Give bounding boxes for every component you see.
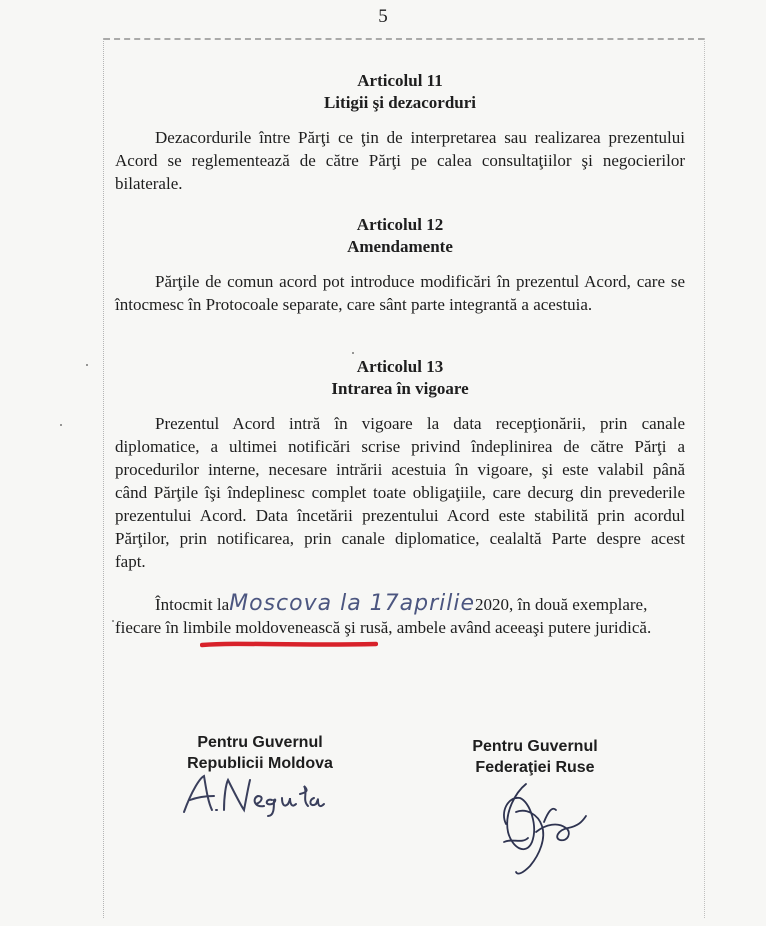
article-13-line: când Părţile îşi îndeplinesc complet toate obligaţiile, care decurg din prevederile xyxy=(115,483,685,502)
handwritten-place-date: Moscova la 17aprilie xyxy=(229,591,476,616)
scan-speck xyxy=(112,620,114,622)
closing-paragraph xyxy=(115,592,685,639)
article-11-number: Articolul 11 xyxy=(357,71,443,90)
article-11-title: Litigii şi dezacorduri xyxy=(323,93,477,112)
article-12-heading xyxy=(120,214,680,258)
article-12-number: Articolul 12 xyxy=(356,215,444,234)
scan-speck xyxy=(352,352,354,354)
signatory-right-line1: Pentru Guvernul xyxy=(472,738,598,755)
signatory-right-line2: Federaţiei Ruse xyxy=(475,759,595,776)
page-border-right xyxy=(704,38,705,918)
closing-line-1 xyxy=(115,592,685,616)
signature-right-handwriting xyxy=(486,772,596,882)
page-border-top xyxy=(104,38,704,40)
article-13-line: prezentului Acord. Data încetării prezentului Acord este stabilită prin acordul xyxy=(115,506,685,525)
closing-prefix: Întocmit la xyxy=(155,595,230,614)
article-11-line: bilaterale. xyxy=(115,174,183,193)
scan-speck xyxy=(86,364,88,366)
article-13-line: Prezentul Acord intră în vigoare la data recepţionării, prin canale xyxy=(155,414,685,433)
page-border-left xyxy=(103,38,104,918)
article-13-title: Intrarea în vigoare xyxy=(331,379,469,398)
article-12-line: întocmesc în Protocoale separate, care sânt parte integrantă a acestuia. xyxy=(115,295,593,314)
signatory-left-line1: Pentru Guvernul xyxy=(197,734,323,751)
article-11-heading xyxy=(120,70,680,114)
signature-left-handwriting xyxy=(178,770,358,820)
article-13-line: fapt. xyxy=(115,552,146,571)
red-underline-mark xyxy=(200,640,378,648)
signatory-left xyxy=(170,732,350,774)
closing-line-2: fiecare în limbile moldovenească şi rusă, ambele având aceeaşi putere juridică. xyxy=(115,618,652,637)
article-11-body xyxy=(115,126,685,195)
article-12-body xyxy=(115,270,685,316)
signatory-left-line2: Republicii Moldova xyxy=(187,755,333,772)
scan-speck xyxy=(60,424,62,426)
article-12-line: Părţile de comun acord pot introduce modificări în prezentul Acord, care se xyxy=(155,272,685,291)
article-13-number: Articolul 13 xyxy=(356,357,444,376)
article-11-line: Acord se reglementează de către Părţi pe calea consultaţiilor şi negocierilor xyxy=(115,151,685,170)
closing-suffix: 2020, în două exemplare, xyxy=(475,595,648,614)
article-11-line: Dezacordurile între Părţi ce ţin de interpretarea sau realizarea prezentului xyxy=(155,128,685,147)
article-13-line: procedurilor interne, necesare intrării acestuia în vigoare, şi este valabil până xyxy=(115,460,685,479)
page-number: 5 xyxy=(378,6,388,27)
article-13-body xyxy=(115,412,685,573)
article-12-title: Amendamente xyxy=(347,237,453,256)
article-13-heading xyxy=(120,356,680,400)
article-13-line: Părţilor, prin notificarea, prin canale diplomatice, cealaltă Parte despre acest xyxy=(115,529,685,548)
article-13-line: diplomatice, a ultimei notificări scrise privind îndeplinirea de către Părţi a xyxy=(115,437,685,456)
